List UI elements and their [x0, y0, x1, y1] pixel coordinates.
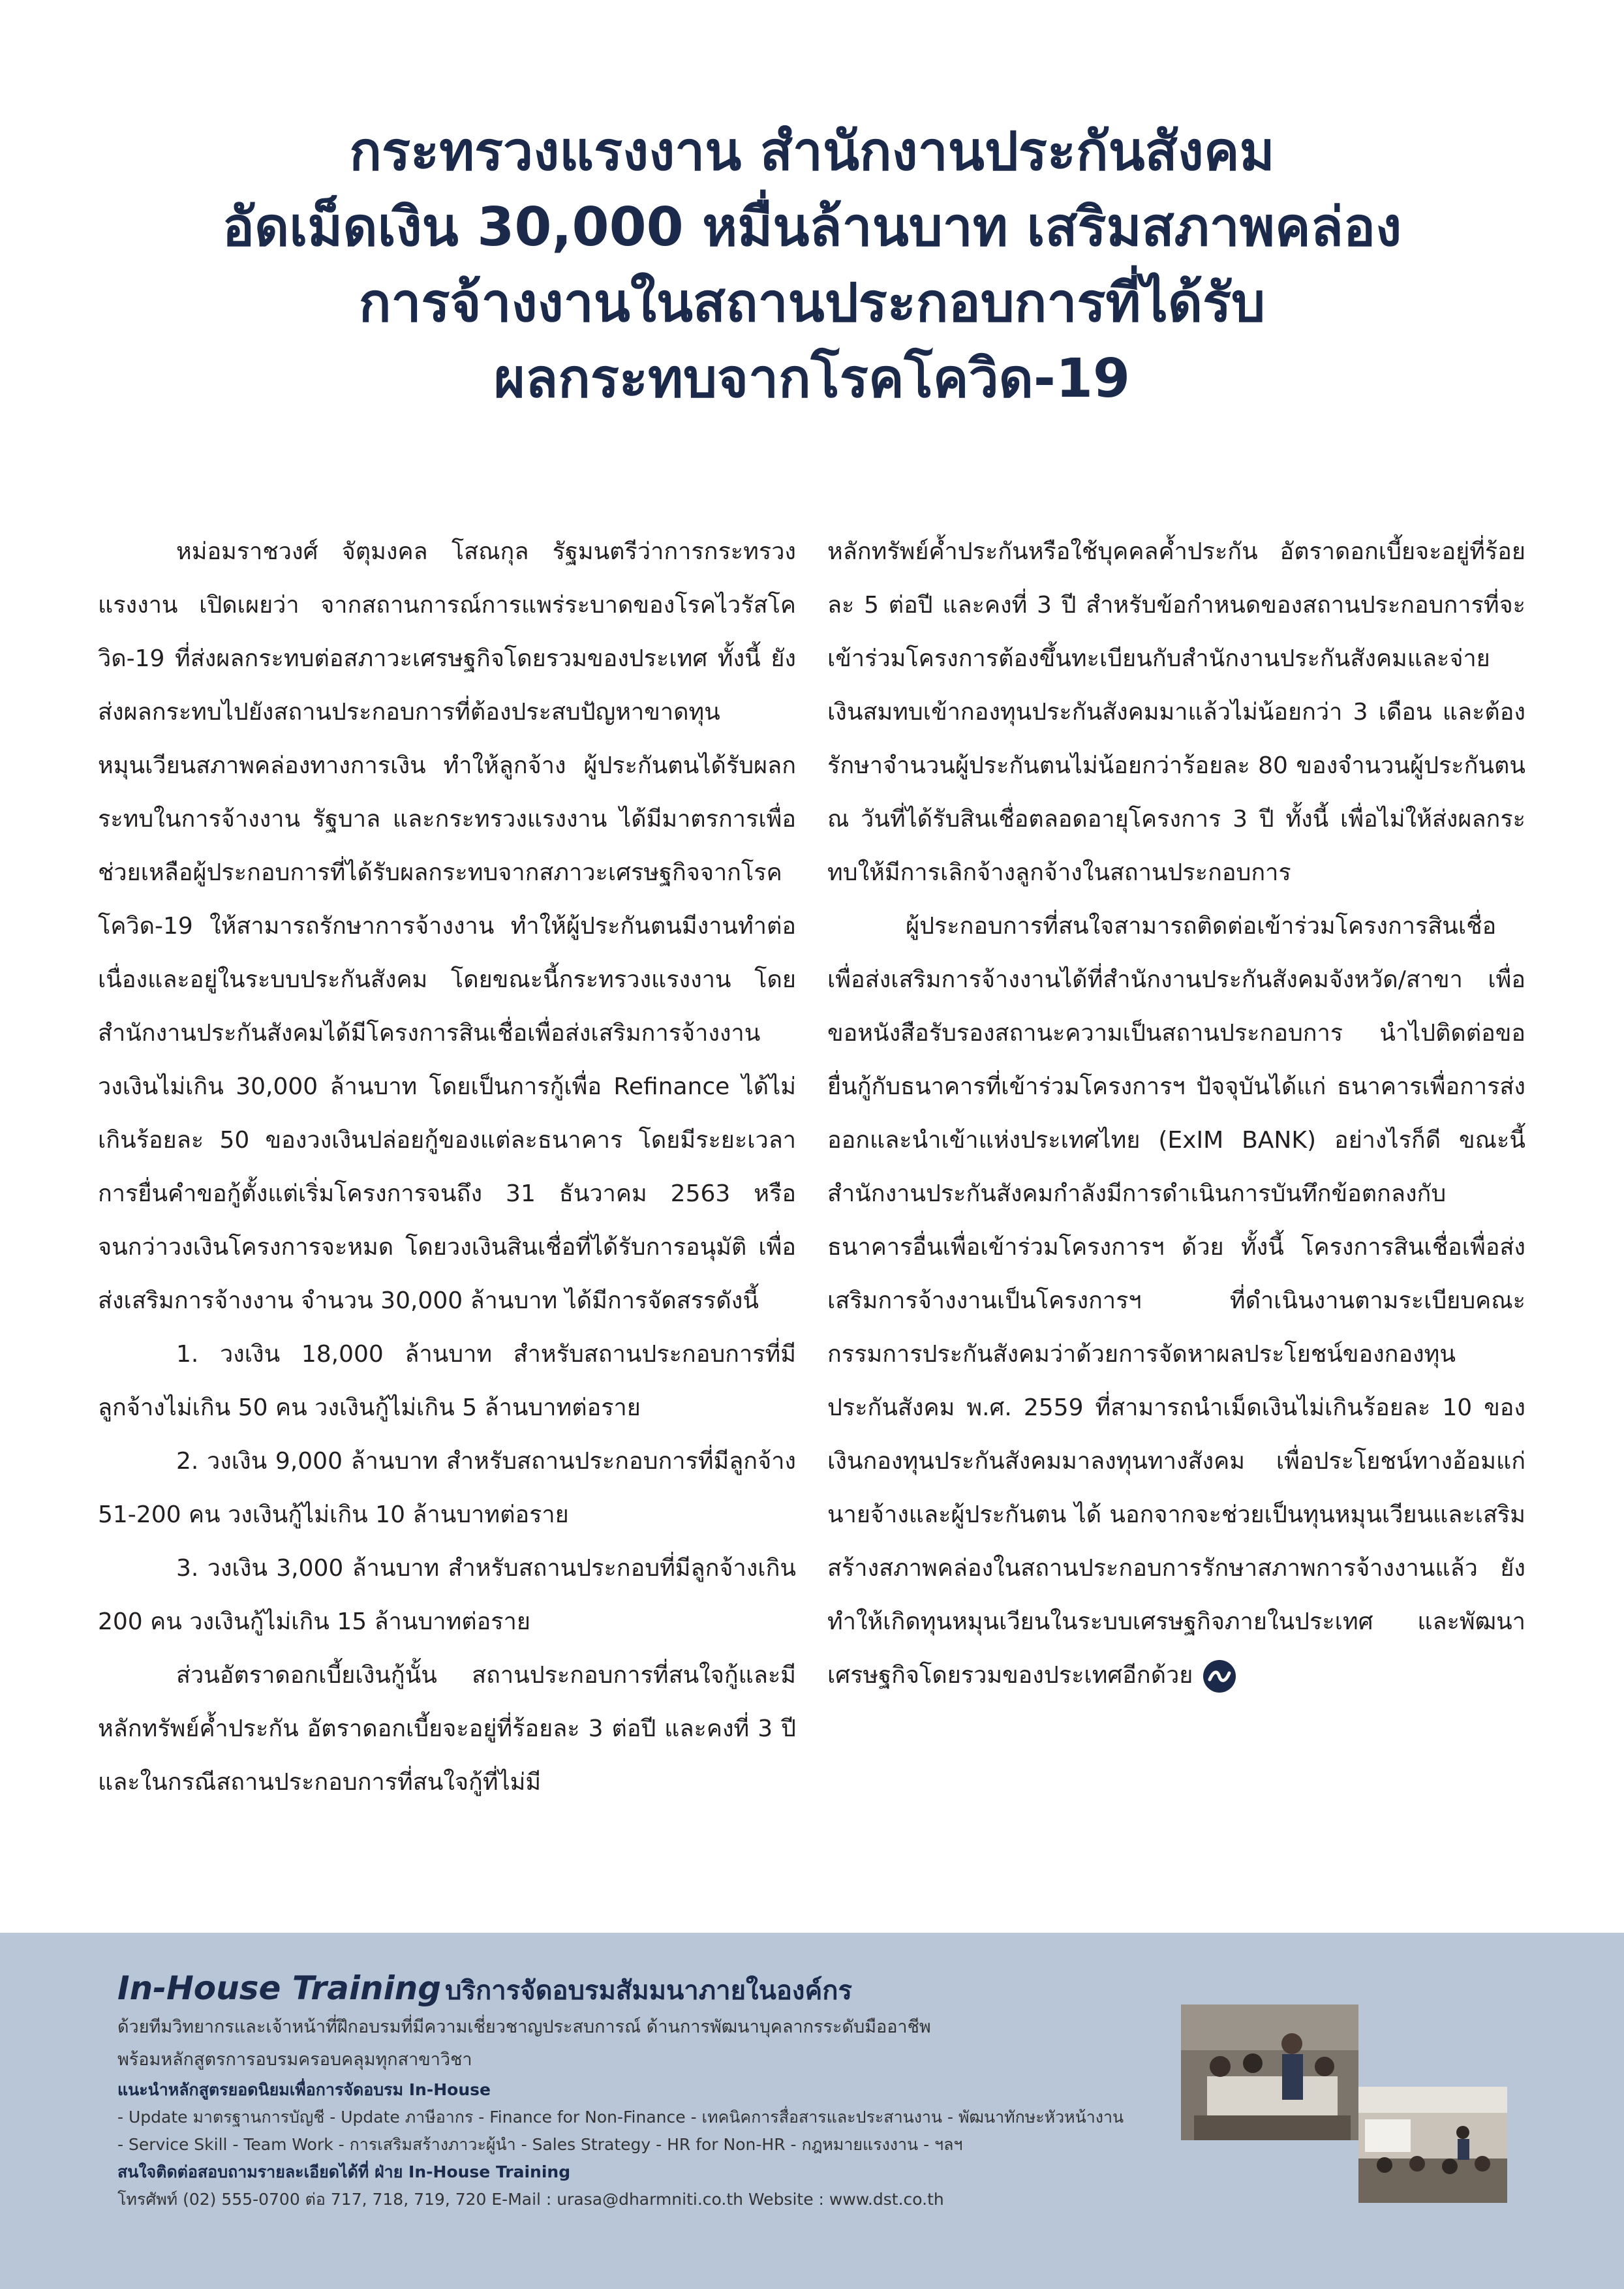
list-item: 3. วงเงิน 3,000 ล้านบาท สำหรับสถานประกอบที่มีลูกจ้างเกิน 200 คน วงเงินกู้ไม่เกิน 15 ล้านบาทต่อราย — [98, 1555, 796, 1635]
headline-line: อัดเม็ดเงิน 30,000 หมื่นล้านบาท เสริมสภาพคล่อง — [222, 196, 1402, 258]
article-column-right — [827, 525, 1525, 1702]
list-item: 2. วงเงิน 9,000 ล้านบาท สำหรับสถานประกอบการที่มีลูกจ้าง 51-200 คน วงเงินกู้ไม่เกิน 10 ล้านบาทต่อราย — [98, 1448, 796, 1528]
paragraph-text: ผู้ประกอบการที่สนใจสามารถติดต่อเข้าร่วมโครงการสินเชื่อเพื่อส่งเสริมการจ้างงานได้ที่สำนักงานประกันสังคมจังหวัด/สาขา เพื่อขอหนังสือรับรองสถานะความเป็นสถานประกอบการ นำไปติดต่อขอยื่นกู้กับธนาคารที่เข้าร่วมโครงการฯ ปัจจุบันได้แก่ ธนาคารเพื่อการส่งออกและนำเข้าแห่งประเทศไทย (ExIM BANK) อย่างไรก็ดี ขณะนี้สำนักงานประกันสังคมกำลังมีการดำเนินการบันทึกข้อตกลงกับธนาคารอื่นเพื่อเข้าร่วมโครงการฯ ด้วย ทั้งนี้ โครงการสินเชื่อเพื่อส่งเสริมการจ้างงานเป็นโครงการฯ ที่ดำเนินงานตามระเบียบคณะกรรมการประกันสังคมว่าด้วยการจัดหาผลประโยชน์ของกองทุนประกันสังคม พ.ศ. 2559 ที่สามารถนำเม็ดเงินไม่เกินร้อยละ 10 ของเงินกองทุนประกันสังคมมาลงทุนทางสังคม เพื่อประโยชน์ทางอ้อมแก่นายจ้างและผู้ประกันตน ได้ นอกจากจะช่วยเป็นทุนหมุนเวียนและเสริมสร้างสภาพคล่องในสถานประกอบการรักษาสภาพการจ้างงานแล้ว ยังทำให้เกิดทุนหมุนเวียนในระบบเศรษฐกิจภายในประเทศ และพัฒนาเศรษฐกิจโดยรวมของประเทศอีกด้วย — [827, 913, 1525, 1689]
article-headline — [78, 114, 1546, 417]
training-photo — [1358, 2087, 1507, 2203]
paragraph: หลักทรัพย์ค้ำประกันหรือใช้บุคคลค้ำประกัน อัตราดอกเบี้ยจะอยู่ที่ร้อยละ 5 ต่อปี และคงที่ 3 ปี สำหรับข้อกำหนดของสถานประกอบการที่จะเข้าร่วมโครงการต้องขึ้นทะเบียนกับสำนักงานประกันสังคมและจ่ายเงินสมทบเข้ากองทุนประกันสังคมมาแล้วไม่น้อยกว่า 3 เดือน และต้องรักษาจำนวนผู้ประกันตนไม่น้อยกว่าร้อยละ 80 ของจำนวนผู้ประกันตน ณ วันที่ได้รับสินเชื่อตลอดอายุโครงการ 3 ปี ทั้งนี้ เพื่อไม่ให้ส่งผลกระทบให้มีการเลิกจ้างลูกจ้างในสถานประกอบการ — [827, 538, 1525, 886]
footer-ad — [117, 1969, 1161, 2213]
paragraph-final — [827, 900, 1525, 1702]
brand-subtitle: บริการจัดอบรมสัมมนาภายในองค์กร — [445, 1976, 852, 2006]
training-photo — [1181, 2005, 1358, 2140]
footer-line: ด้วยทีมวิทยากรและเจ้าหน้าที่ฝึกอบรมที่มีความเชี่ยวชาญประสบการณ์ ด้านการพัฒนาบุคลากรระดับมืออาชีพ — [117, 2017, 931, 2037]
end-mark-icon — [1203, 1660, 1236, 1693]
course-list: - Service Skill - Team Work - การเสริมสร้างภาวะผู้นำ - Sales Strategy - HR for Non-HR - กฎหมายแรงงาน - ฯลฯ — [117, 2135, 963, 2154]
footer-line: พร้อมหลักสูตรการอบรมครอบคลุมทุกสาขาวิชา — [117, 2050, 472, 2070]
contact-info: โทรศัพท์ (02) 555-0700 ต่อ 717, 718, 719, 720 E-Mail : urasa@dharmniti.co.th Website : www.dst.co.th — [117, 2190, 944, 2209]
headline-line: การจ้างงานในสถานประกอบการที่ได้รับ — [358, 272, 1266, 334]
recommend-title: แนะนำหลักสูตรยอดนิยมเพื่อการจัดอบรม In-House — [117, 2080, 491, 2099]
paragraph: ส่วนอัตราดอกเบี้ยเงินกู้นั้น สถานประกอบการที่สนใจกู้และมีหลักทรัพย์ค้ำประกัน อัตราดอกเบี้ยจะอยู่ที่ร้อยละ 3 ต่อปี และคงที่ 3 ปี และในกรณีสถานประกอบการที่สนใจกู้ที่ไม่มี — [98, 1662, 796, 1796]
headline-line: กระทรวงแรงงาน สำนักงานประกันสังคม — [349, 121, 1275, 183]
in-house-brand — [117, 1969, 1161, 2011]
brand-title: In-House Training — [117, 1969, 442, 2007]
list-item: 1. วงเงิน 18,000 ล้านบาท สำหรับสถานประกอบการที่มีลูกจ้างไม่เกิน 50 คน วงเงินกู้ไม่เกิน 5 ล้านบาทต่อราย — [98, 1341, 796, 1421]
contact-title: สนใจติดต่อสอบถามรายละเอียดได้ที่ ฝ่าย In-House Training — [117, 2162, 571, 2181]
course-list: - Update มาตรฐานการบัญชี - Update ภาษีอากร - Finance for Non-Finance - เทคนิคการสื่อสารและประสานงาน - พัฒนาทักษะหัวหน้างาน — [117, 2108, 1124, 2127]
headline-line: ผลกระทบจากโรคโควิด-19 — [493, 348, 1131, 410]
article-column-left — [98, 525, 796, 1809]
paragraph: หม่อมราชวงศ์ จัตุมงคล โสณกุล รัฐมนตรีว่าการกระทรวงแรงงาน เปิดเผยว่า จากสถานการณ์การแพร่ระบาดของโรคไวรัสโควิด-19 ที่ส่งผลกระทบต่อสภาวะเศรษฐกิจโดยรวมของประเทศ ทั้งนี้ ยังส่งผลกระทบไปยังสถานประกอบการที่ต้องประสบปัญหาขาดทุนหมุนเวียนสภาพคล่องทางการเงิน ทำให้ลูกจ้าง ผู้ประกันตนได้รับผลกระทบในการจ้างงาน รัฐบาล และกระทรวงแรงงาน ได้มีมาตรการเพื่อช่วยเหลือผู้ประกอบการที่ได้รับผลกระทบจากสภาวะเศรษฐกิจจากโรคโควิด-19 ให้สามารถรักษาการจ้างงาน ทำให้ผู้ประกันตนมีงานทำต่อเนื่องและอยู่ในระบบประกันสังคม โดยขณะนี้กระทรวงแรงงาน โดยสำนักงานประกันสังคมได้มีโครงการสินเชื่อเพื่อส่งเสริมการจ้างงาน วงเงินไม่เกิน 30,000 ล้านบาท โดยเป็นการกู้เพื่อ Refinance ได้ไม่เกินร้อยละ 50 ของวงเงินปล่อยกู้ของแต่ละธนาคาร โดยมีระยะเวลาการยื่นคำขอกู้ตั้งแต่เริ่มโครงการจนถึง 31 ธันวาคม 2563 หรือจนกว่าวงเงินโครงการจะหมด โดยวงเงินสินเชื่อที่ได้รับการอนุมัติ เพื่อส่งเสริมการจ้างงาน จำนวน 30,000 ล้านบาท ได้มีการจัดสรรดังนี้ — [98, 538, 796, 1314]
